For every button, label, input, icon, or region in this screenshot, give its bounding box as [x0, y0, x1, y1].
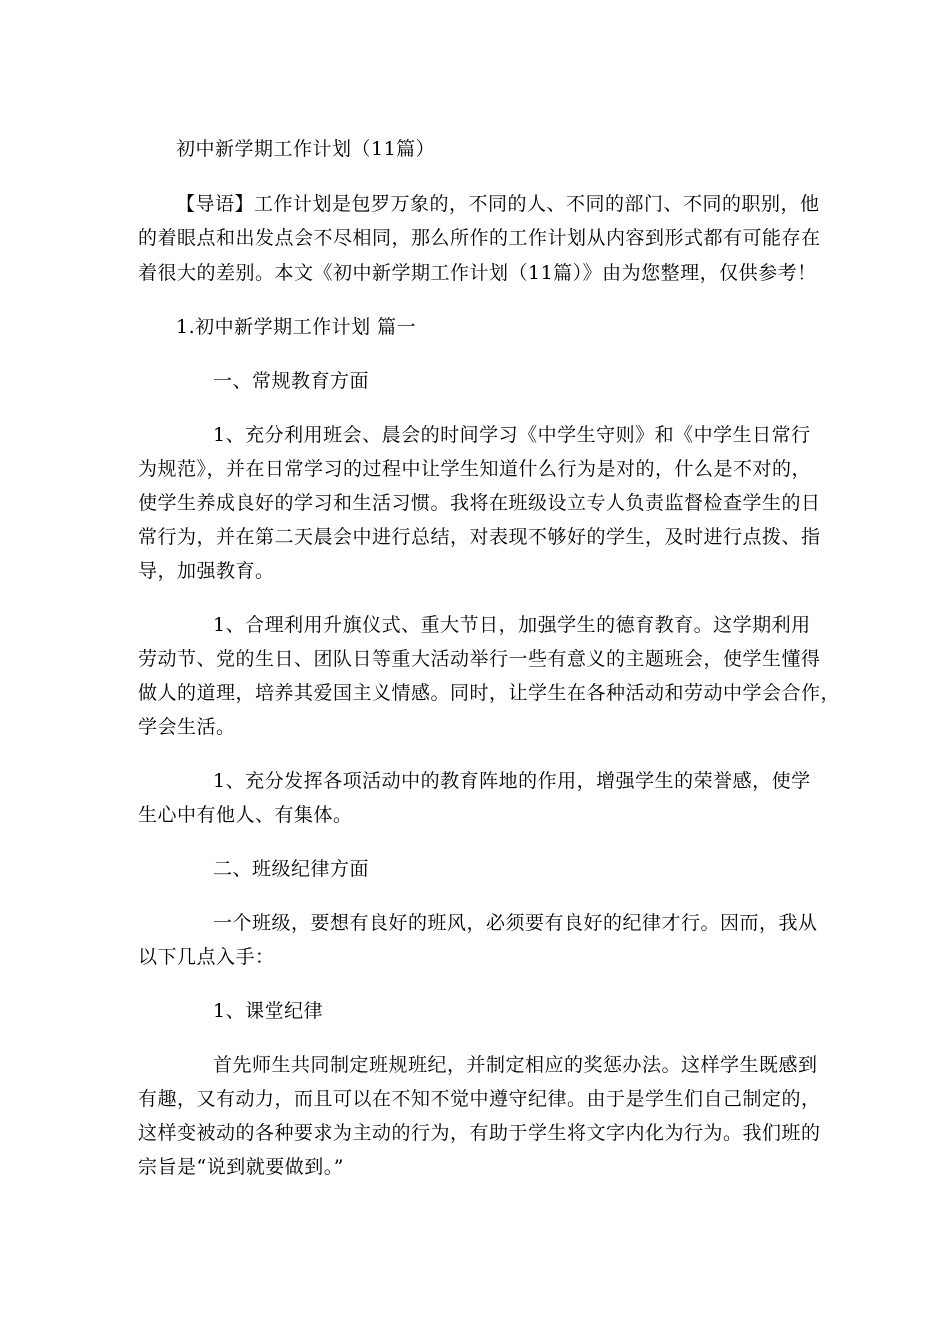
para-5-line-1: 首先师生共同制定班规班纪，并制定相应的奖惩办法。这样学生既感到: [213, 1054, 818, 1076]
para-3-line-1: 1、充分发挥各项活动中的教育阵地的作用，增强学生的荣誉感，使学: [213, 770, 811, 792]
para-4-line-1: 一个班级，要想有良好的班风，必须要有良好的纪律才行。因而，我从: [213, 912, 818, 934]
section-title: 1.初中新学期工作计划 篇一: [176, 316, 417, 338]
para-3-line-2: 生心中有他人、有集体。: [138, 804, 353, 826]
para-1-line-1: 1、充分利用班会、晨会的时间学习《中学生守则》和《中学生日常行: [213, 424, 811, 446]
para-1-line-4: 常行为，并在第二天晨会中进行总结，对表现不够好的学生，及时进行点拨、指: [138, 526, 821, 548]
para-2-line-2: 劳动节、党的生日、团队日等重大活动举行一些有意义的主题班会，使学生懂得: [138, 648, 821, 670]
intro-line-3: 着很大的差别。本文《初中新学期工作计划（11篇）》由为您整理，仅供参考！: [138, 262, 817, 284]
para-2-line-3: 做人的道理，培养其爱国主义情感。同时，让学生在各种活动和劳动中学会合作，: [138, 682, 841, 704]
para-5-line-2: 有趣，又有动力，而且可以在不知不觉中遵守纪律。由于是学生们自己制定的，: [138, 1088, 821, 1110]
para-5-line-3: 这样变被动的各种要求为主动的行为，有助于学生将文字内化为行为。我们班的: [138, 1122, 821, 1144]
para-2-line-1: 1、合理利用升旗仪式、重大节日，加强学生的德育教育。这学期利用: [213, 614, 811, 636]
document-title: 初中新学期工作计划（11篇）: [176, 138, 436, 160]
para-1-line-2: 为规范》，并在日常学习的过程中让学生知道什么行为是对的，什么是不对的，: [138, 458, 812, 480]
para-1-line-5: 导，加强教育。: [138, 560, 275, 582]
para-2-line-4: 学会生活。: [138, 716, 236, 738]
para-5-line-4: 宗旨是“说到就要做到。”: [138, 1156, 344, 1178]
intro-line-1: 【导语】工作计划是包罗万象的，不同的人、不同的部门、不同的职别，他: [176, 193, 820, 215]
heading-regular-education: 一、常规教育方面: [213, 370, 370, 392]
para-4-line-2: 以下几点入手：: [138, 946, 275, 968]
subheading-classroom-discipline: 1、课堂纪律: [213, 1000, 324, 1022]
para-1-line-3: 使学生养成良好的学习和生活习惯。我将在班级设立专人负责监督检查学生的日: [138, 492, 821, 514]
heading-class-discipline: 二、班级纪律方面: [213, 858, 370, 880]
intro-line-2: 的着眼点和出发点会不尽相同，那么所作的工作计划从内容到形式都有可能存在: [138, 227, 821, 249]
